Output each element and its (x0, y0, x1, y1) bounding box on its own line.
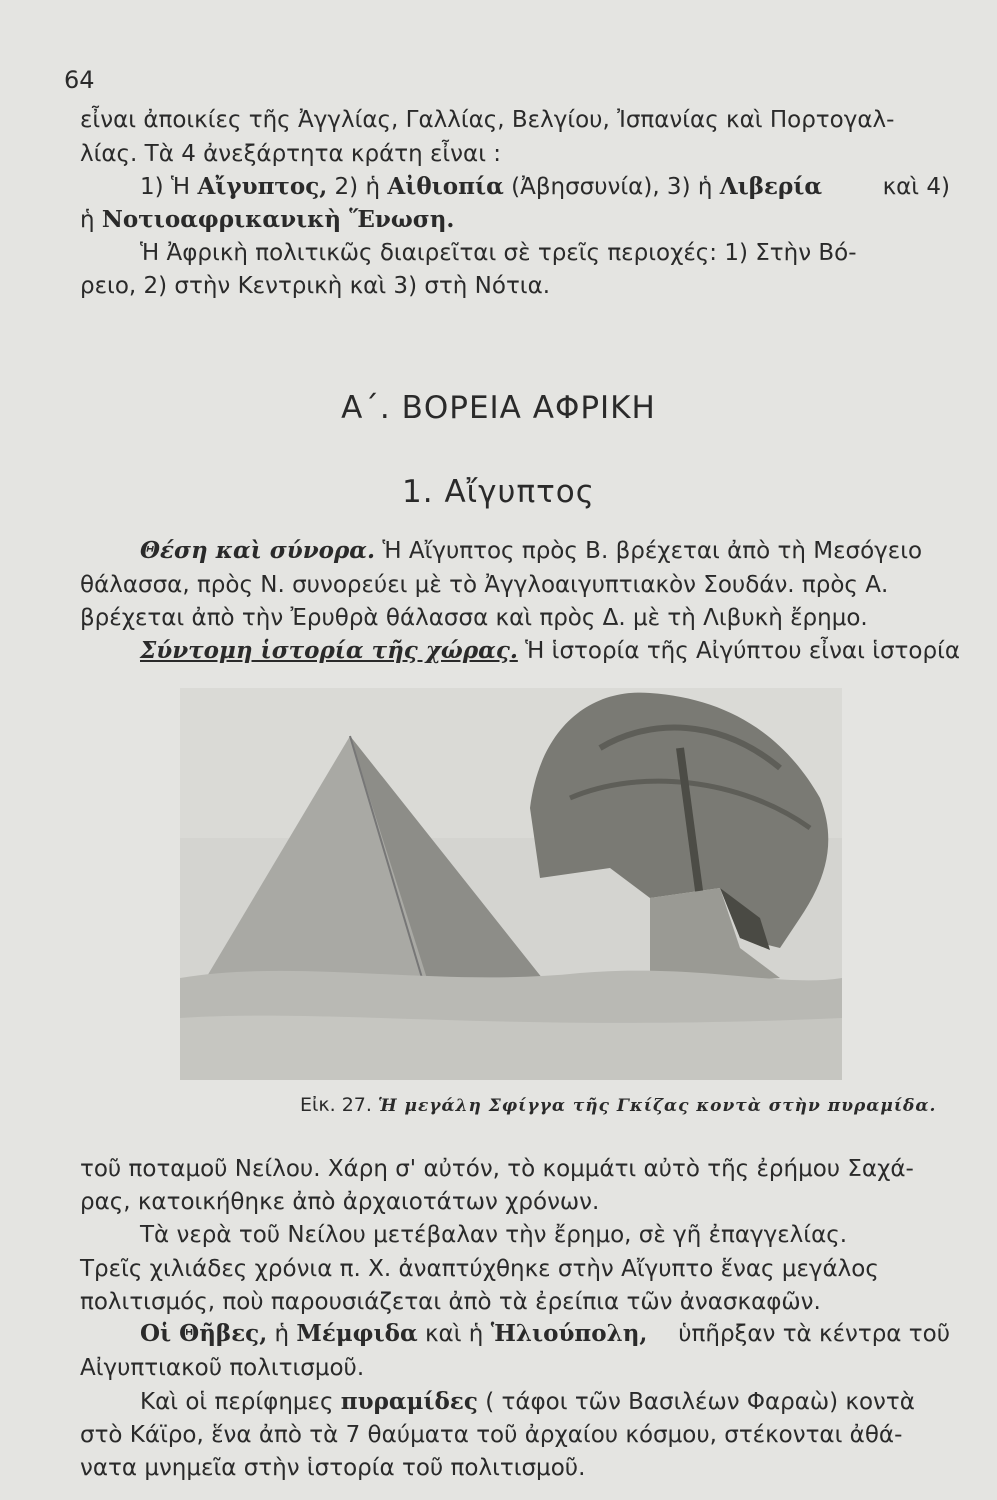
figure-caption-text: Ἡ μεγάλη Σφίγγα τῆς Γκίζας κοντὰ στὴν πυραμίδα. (377, 1096, 937, 1116)
body-line-5: πολιτισμός, ποὺ παρουσιάζεται ἀπὸ τὰ ἐρείπια τῶν ἀνασκαφῶν. (80, 1289, 821, 1315)
text-fragment: Ἡ Αἴγυπτος πρὸς Β. βρέχεται ἀπὸ τὴ Μεσόγειο (382, 538, 923, 564)
pyramids-term: πυραμίδες (340, 1388, 478, 1415)
body-line-2: ρας, κατοικήθηκε ἀπὸ ἀρχαιοτάτων χρόνων. (80, 1189, 600, 1215)
text-fragment: Καὶ οἱ περίφημες (140, 1389, 334, 1415)
text-fragment: ἡ (80, 207, 95, 233)
body-line-7: Αἰγυπτιακοῦ πολιτισμοῦ. (80, 1355, 365, 1381)
body-line-9: στὸ Κάϊρο, ἕνα ἀπὸ τὰ 7 θαύματα τοῦ ἀρχαίου κόσμου, στέκονται ἀθά- (80, 1422, 903, 1448)
history-label: Σύντομη ἱστορία τῆς χώρας. (140, 637, 518, 664)
city-memphis: Μέμφιδα (296, 1320, 418, 1347)
figure-caption (300, 1094, 936, 1116)
body-line-3: Τὰ νερὰ τοῦ Νείλου μετέβαλαν τὴν ἔρημο, σὲ γῆ ἐπαγγελίας. (140, 1222, 848, 1248)
text-fragment: ὑπῆρξαν τὰ κέντρα τοῦ (678, 1321, 950, 1347)
subsection-heading: 1. Αἴγυπτος (402, 474, 595, 510)
text-fragment: (Ἀβησσυνία), 3) ἡ (511, 174, 713, 200)
position-line-3: βρέχεται ἀπὸ τὴν Ἐρυθρὰ θάλασσα καὶ πρὸς Δ. μὲ τὴ Λιβυκὴ ἔρημο. (80, 605, 868, 631)
intro-line-3 (140, 171, 950, 203)
text-fragment: 1) Ἡ (140, 174, 191, 200)
intro-line-2: λίας. Τὰ 4 ἀνεξάρτητα κράτη εἶναι : (80, 141, 502, 167)
text-fragment: ἡ (274, 1321, 290, 1347)
sphinx-pyramid-photo (180, 688, 842, 1080)
text-fragment: ( τάφοι τῶν Βασιλέων Φαραὼ) κοντὰ (485, 1389, 915, 1415)
history-line-1 (140, 635, 961, 667)
position-line-2: θάλασσα, πρὸς Ν. συνορεύει μὲ τὸ Ἀγγλοαιγυπτιακὸν Σουδάν. πρὸς Α. (80, 572, 889, 598)
body-line-6 (140, 1318, 950, 1350)
body-line-8 (140, 1386, 950, 1418)
body-line-10: νατα μνημεῖα στὴν ἱστορία τοῦ πολιτισμοῦ. (80, 1455, 586, 1481)
city-heliopolis: Ἡλιούπολη, (490, 1320, 648, 1347)
intro-line-6: ρειο, 2) στὴν Κεντρικὴ καὶ 3) στὴ Νότια. (80, 273, 551, 299)
city-thebes: Οἱ Θῆβες, (140, 1320, 268, 1347)
text-fragment: καὶ ἡ (424, 1321, 484, 1347)
text-fragment: καὶ 4) (882, 174, 950, 200)
intro-line-5: Ἡ Ἀφρικὴ πολιτικῶς διαιρεῖται σὲ τρεῖς περιοχές: 1) Στὴν Βό- (140, 240, 857, 266)
country-egypt: Αἴγυπτος, (197, 173, 328, 200)
section-heading: Α΄. ΒΟΡΕΙΑ ΑΦΡΙΚΗ (341, 390, 656, 426)
body-line-1: τοῦ ποταμοῦ Νείλου. Χάρη σ' αὐτόν, τὸ κομμάτι αὐτὸ τῆς ἐρήμου Σαχά- (80, 1156, 914, 1182)
intro-line-4 (80, 204, 950, 236)
figure-label: Εἰκ. 27. (300, 1094, 372, 1116)
text-fragment: Ἡ ἱστορία τῆς Αἰγύπτου εἶναι ἱστορία (525, 638, 961, 664)
country-liberia: Λιβερία (719, 173, 823, 200)
text-fragment: 2) ἡ (334, 174, 381, 200)
position-line-1 (140, 535, 950, 567)
intro-line-1: εἶναι ἀποικίες τῆς Ἀγγλίας, Γαλλίας, Βελγίου, Ἰσπανίας καὶ Πορτογαλ- (80, 107, 895, 133)
country-south-africa: Νοτιοαφρικανικὴ Ἕνωση. (101, 206, 455, 233)
position-label: Θέση καὶ σύνορα. (140, 537, 375, 564)
page-number: 64 (64, 66, 95, 94)
body-line-4: Τρεῖς χιλιάδες χρόνια π. Χ. ἀναπτύχθηκε στὴν Αἴγυπτο ἕνας μεγάλος (80, 1256, 879, 1282)
country-ethiopia: Αἰθιοπία (387, 173, 504, 200)
